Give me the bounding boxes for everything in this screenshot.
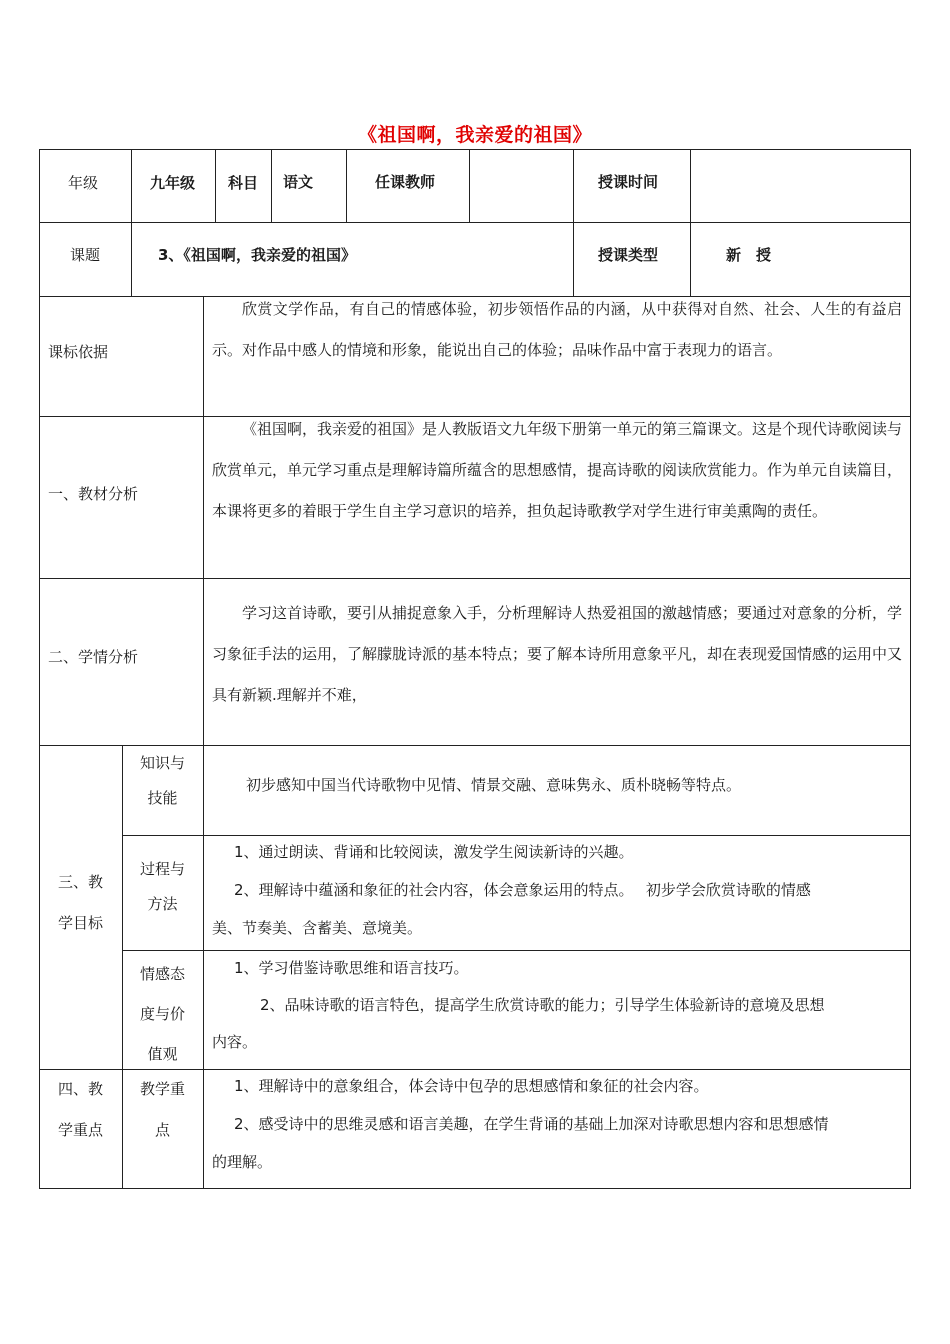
standard-text: 欣赏文学作品，有自己的情感体验，初步领悟作品的内涵，从中获得对自然、社会、人生的有益启示。对作品中感人的情境和形象，能说出自己的体验；品味作品中富于表现力的语言。: [212, 300, 902, 359]
process-label: [122, 852, 203, 922]
key-points-sub-label: [122, 1069, 203, 1151]
knowledge-label-line: 知识与: [139, 754, 185, 772]
key-points-label-line: 学重点: [57, 1121, 103, 1139]
col-divider: [215, 149, 216, 222]
subject-value: 语文: [283, 173, 314, 191]
topic-label: 课题: [70, 246, 101, 264]
col-divider: [131, 149, 132, 296]
type-value: 新 授: [726, 246, 772, 264]
process-text: [212, 833, 902, 947]
emotion-line: 内容。: [212, 1033, 258, 1051]
goals-label-line: 三、教: [57, 873, 103, 891]
learners-text: 学习这首诗歌，要引从捕捉意象入手，分析理解诗人热爱祖国的激越情感；要通过对意象的分析，学习象征手法的运用，了解朦胧诗派的基本特点；要了解本诗所用意象平凡，却在表现爱国情感的运用中又具有新颖.理解并不难，: [212, 604, 903, 704]
time-label: 授课时间: [598, 173, 659, 191]
process-label-line: 方法: [147, 895, 178, 913]
type-label: 授课类型: [598, 246, 659, 264]
col-divider: [203, 296, 204, 1189]
emotion-line: 2、品味诗歌的语言特色，提高学生欣赏诗歌的能力；引导学生体验新诗的意境及思想: [260, 996, 825, 1014]
row-divider: [39, 222, 911, 223]
grade-label: 年级: [68, 174, 99, 192]
emotion-line: 1、学习借鉴诗歌思维和语言技巧。: [234, 959, 469, 977]
emotion-text: [212, 950, 902, 1061]
key-points-text: [212, 1067, 902, 1181]
col-divider: [690, 149, 691, 296]
textbook-text: 《祖国啊，我亲爱的祖国》是人教版语文九年级下册第一单元的第三篇课文。这是个现代诗歌阅读与欣赏单元，单元学习重点是理解诗篇所蕴含的思想感情，提高诗歌的阅读欣赏能力。作为单元自读篇目，本课将更多的着眼于学生自主学习意识的培养，担负起诗歌教学对学生进行审美熏陶的责任。: [212, 420, 903, 520]
emotion-label-line: 度与价: [139, 1005, 185, 1023]
key-points-label-line: 四、教: [57, 1080, 103, 1098]
teacher-label: 任课教师: [375, 173, 436, 191]
process-line: 美、节奏美、含蓄美、意境美。: [212, 919, 423, 937]
emotion-label: [122, 954, 203, 1074]
knowledge-label: [122, 746, 203, 816]
col-divider: [469, 149, 470, 222]
row-divider: [39, 578, 911, 579]
key-points-line: 2、感受诗中的思维灵感和语言美趣，在学生背诵的基础上加深对诗歌思想内容和思想感情: [234, 1115, 829, 1133]
learners-label: 二、学情分析: [48, 648, 139, 666]
emotion-label-line: 情感态: [139, 965, 185, 983]
knowledge-text: 初步感知中国当代诗歌物中见情、情景交融、意味隽永、质朴晓畅等特点。: [246, 776, 742, 794]
goals-label-line: 学目标: [57, 914, 103, 932]
subject-label: 科目: [228, 174, 259, 192]
topic-value: 3、《祖国啊，我亲爱的祖国》: [158, 246, 356, 264]
key-points-line: 1、理解诗中的意象组合，体会诗中包孕的思想感情和象征的社会内容。: [234, 1077, 709, 1095]
col-divider: [573, 149, 574, 296]
goals-label: [39, 862, 122, 944]
textbook-label: 一、教材分析: [48, 485, 139, 503]
grade-value: 九年级: [150, 174, 196, 192]
col-divider: [346, 149, 347, 222]
key-points-label: [39, 1069, 122, 1151]
document-title: 《祖国啊，我亲爱的祖国》: [357, 124, 592, 146]
process-label-line: 过程与: [139, 860, 185, 878]
key-points-sub-label-line: 教学重: [139, 1080, 185, 1098]
col-divider: [271, 149, 272, 222]
emotion-label-line: 值观: [147, 1045, 178, 1063]
knowledge-label-line: 技能: [147, 789, 178, 807]
process-line: 2、理解诗中蕴涵和象征的社会内容，体会意象运用的特点。 初步学会欣赏诗歌的情感: [234, 881, 811, 899]
process-line: 1、通过朗读、背诵和比较阅读，激发学生阅读新诗的兴趣。: [234, 843, 634, 861]
key-points-sub-label-line: 点: [154, 1121, 170, 1139]
standard-label: 课标依据: [48, 343, 109, 361]
key-points-line: 的理解。: [212, 1153, 273, 1171]
